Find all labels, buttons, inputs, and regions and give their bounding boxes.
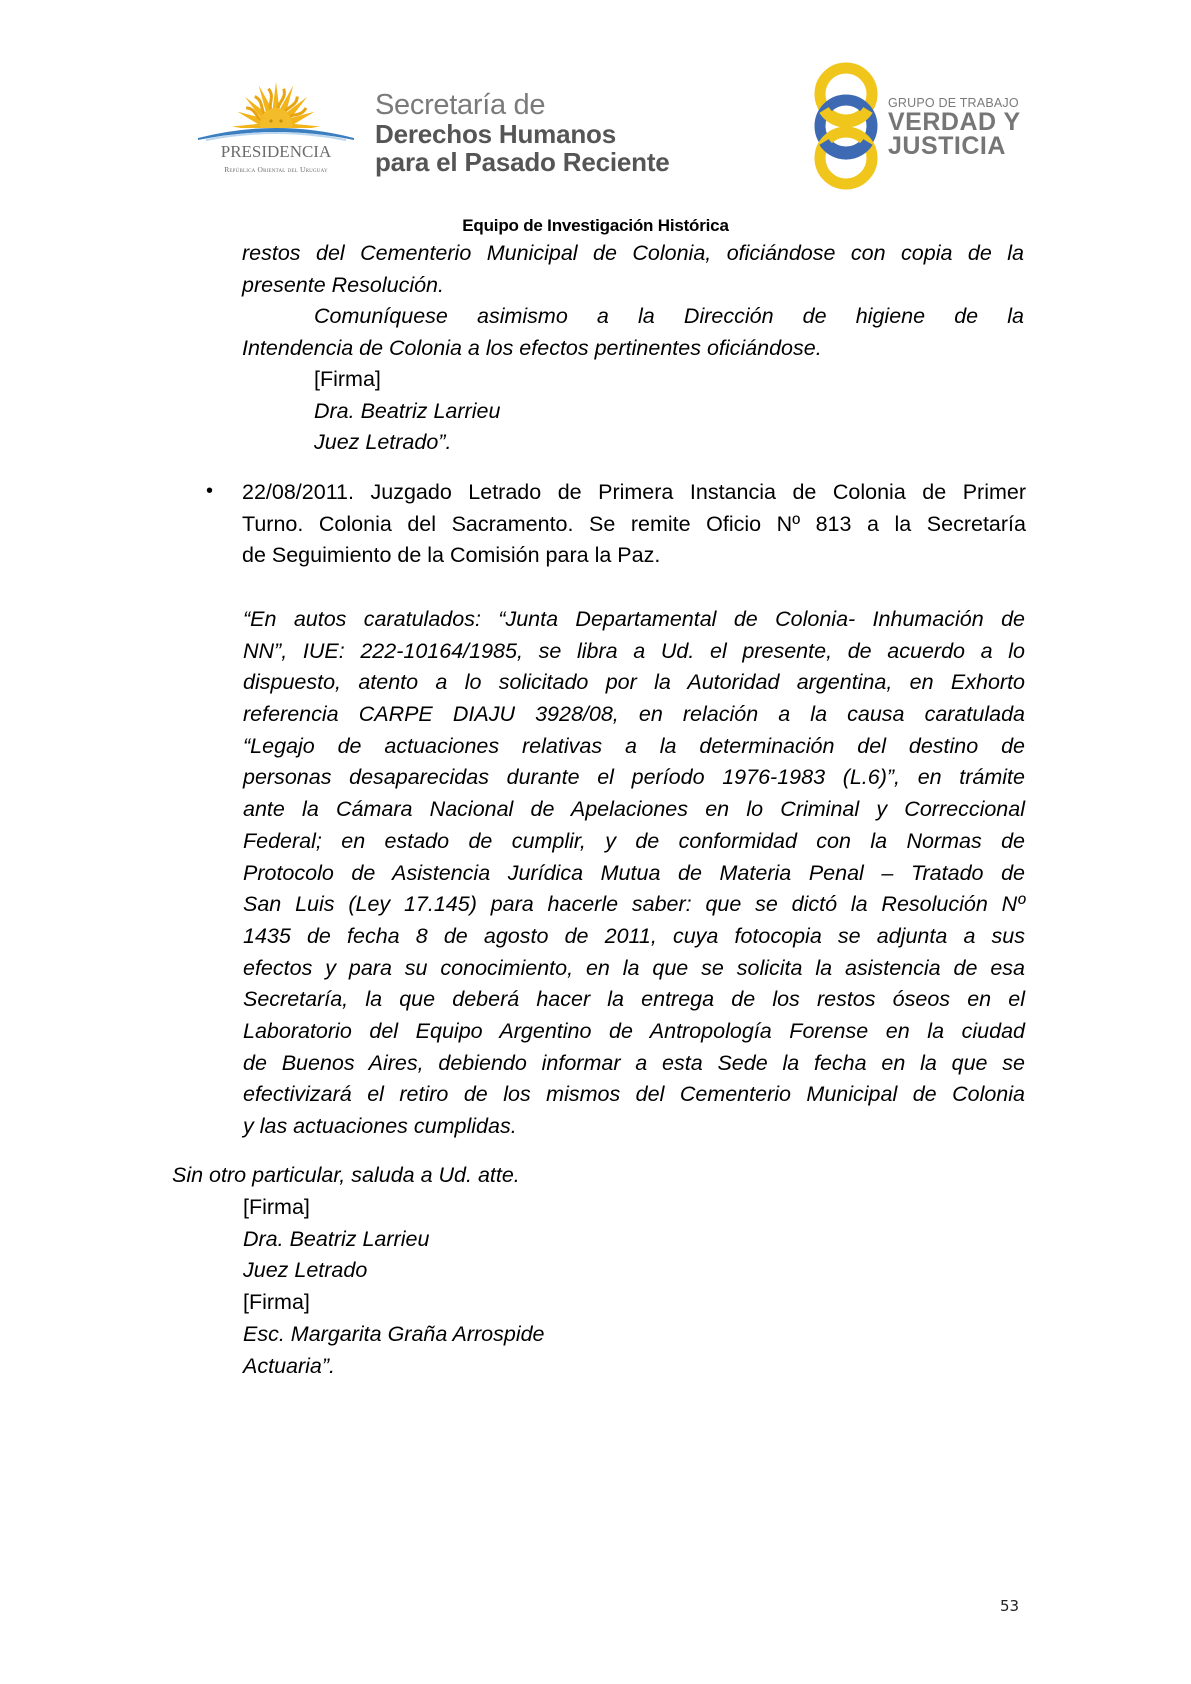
- quote-line: Protocolo de Asistencia Jurídica Mutua de Materia Penal – Tratado de: [243, 860, 1025, 885]
- text-line: restos del Cementerio Municipal de Colonia, oficiándose con copia de la: [242, 241, 1024, 265]
- entry-paragraph: [242, 477, 1026, 572]
- quote-line: de Buenos Aires, debiendo informar a esta Sede la fecha en la que se: [243, 1050, 1025, 1075]
- team-heading: Equipo de Investigación Histórica: [462, 216, 729, 235]
- sun-emblem-icon: [196, 80, 356, 150]
- text-line: de Seguimiento de la Comisión para la Paz.: [242, 543, 661, 568]
- signature-block-2: [243, 1192, 545, 1382]
- quote-line: referencia CARPE DIAJU 3928/08, en relación a la causa caratulada: [243, 702, 1025, 727]
- quote-line: 1435 de fecha 8 de agosto de 2011, cuya fotocopia se adjunta a sus: [243, 923, 1025, 948]
- text-line: Turno. Colonia del Sacramento. Se remite Oficio Nº 813 a la Secretaría: [242, 511, 1026, 536]
- signatory-title: Juez Letrado: [243, 1258, 368, 1283]
- verdad-justicia-logo: [810, 62, 1050, 190]
- quote-line: efectos y para su conocimiento, en la que se solicita la asistencia de esa: [243, 955, 1025, 980]
- quote-line: San Luis (Ley 17.145) para hacerle saber: que se dictó la Resolución Nº: [243, 892, 1025, 917]
- secretaria-line-3: para el Pasado Reciente: [375, 147, 670, 177]
- grupo-line-1: GRUPO DE TRABAJO: [888, 96, 1019, 110]
- signature-block-1: [314, 364, 500, 459]
- quote-line: Secretaría, la que deberá hacer la entrega de los restos óseos en el: [243, 987, 1025, 1012]
- quote-line: Laboratorio del Equipo Argentino de Antropología Forense en la ciudad: [243, 1018, 1025, 1043]
- signatory-name: Dra. Beatriz Larrieu: [314, 398, 501, 423]
- quote-line: “En autos caratulados: “Junta Departamental de Colonia- Inhumación de: [243, 607, 1025, 631]
- signatory-title: Juez Letrado”.: [314, 430, 452, 455]
- secretaria-line-1: Secretaría de: [375, 89, 546, 121]
- text-line: presente Resolución.: [242, 272, 444, 297]
- quote-line: NN”, IUE: 222-10164/1985, se libra a Ud. el presente, de acuerdo a lo: [243, 638, 1025, 663]
- secretaria-logo: [375, 90, 670, 176]
- signatory-title: Actuaria”.: [243, 1353, 336, 1378]
- firma-placeholder: [Firma]: [243, 1195, 310, 1219]
- quote-line: y las actuaciones cumplidas.: [243, 1114, 517, 1138]
- linked-rings-icon: [810, 62, 886, 190]
- signatory-name: Dra. Beatriz Larrieu: [243, 1226, 430, 1251]
- grupo-line-3: JUSTICIA: [888, 132, 1006, 160]
- grupo-line-2: VERDAD Y: [888, 108, 1021, 136]
- text-line: Comuníquese asimismo a la Dirección de higiene de la: [314, 304, 1024, 328]
- page-number: 53: [1000, 1597, 1020, 1615]
- greeting-text: Sin otro particular, saluda a Ud. atte.: [172, 1163, 520, 1187]
- text-line: Intendencia de Colonia a los efectos pertinentes oficiándose.: [242, 335, 822, 360]
- quote-line: personas desaparecidas durante el período 1976-1983 (L.6)”, en trámite: [243, 765, 1025, 790]
- quote-line: “Legajo de actuaciones relativas a la determinación del destino de: [243, 733, 1025, 758]
- continuation-paragraph: [242, 238, 1024, 301]
- signatory-name: Esc. Margarita Graña Arrospide: [243, 1321, 545, 1346]
- quote-line: Federal; en estado de cumplir, y de conformidad con la Normas de: [243, 828, 1025, 853]
- closing-greeting: [172, 1160, 520, 1192]
- quote-line: dispuesto, atento a lo solicitado por la Autoridad argentina, en Exhorto: [243, 670, 1025, 695]
- secretaria-line-2: Derechos Humanos: [375, 119, 616, 149]
- quote-line: ante la Cámara Nacional de Apelaciones en lo Criminal y Correccional: [243, 797, 1025, 822]
- quoted-oficio: [243, 604, 1025, 1143]
- verdad-justicia-text: [888, 96, 1021, 158]
- quote-line: efectivizará el retiro de los mismos del Cementerio Municipal de Colonia: [243, 1082, 1025, 1107]
- bullet-icon: •: [206, 480, 214, 502]
- presidencia-subtitle: República Oriental del Uruguay: [224, 165, 328, 174]
- presidencia-title: PRESIDENCIA: [220, 142, 332, 161]
- text-line: 22/08/2011. Juzgado Letrado de Primera Instancia de Colonia de Primer: [242, 480, 1026, 504]
- firma-placeholder: [Firma]: [314, 367, 381, 391]
- presidencia-logo: [196, 80, 356, 180]
- firma-placeholder: [Firma]: [243, 1290, 310, 1315]
- comuniquese-paragraph: [242, 301, 1024, 364]
